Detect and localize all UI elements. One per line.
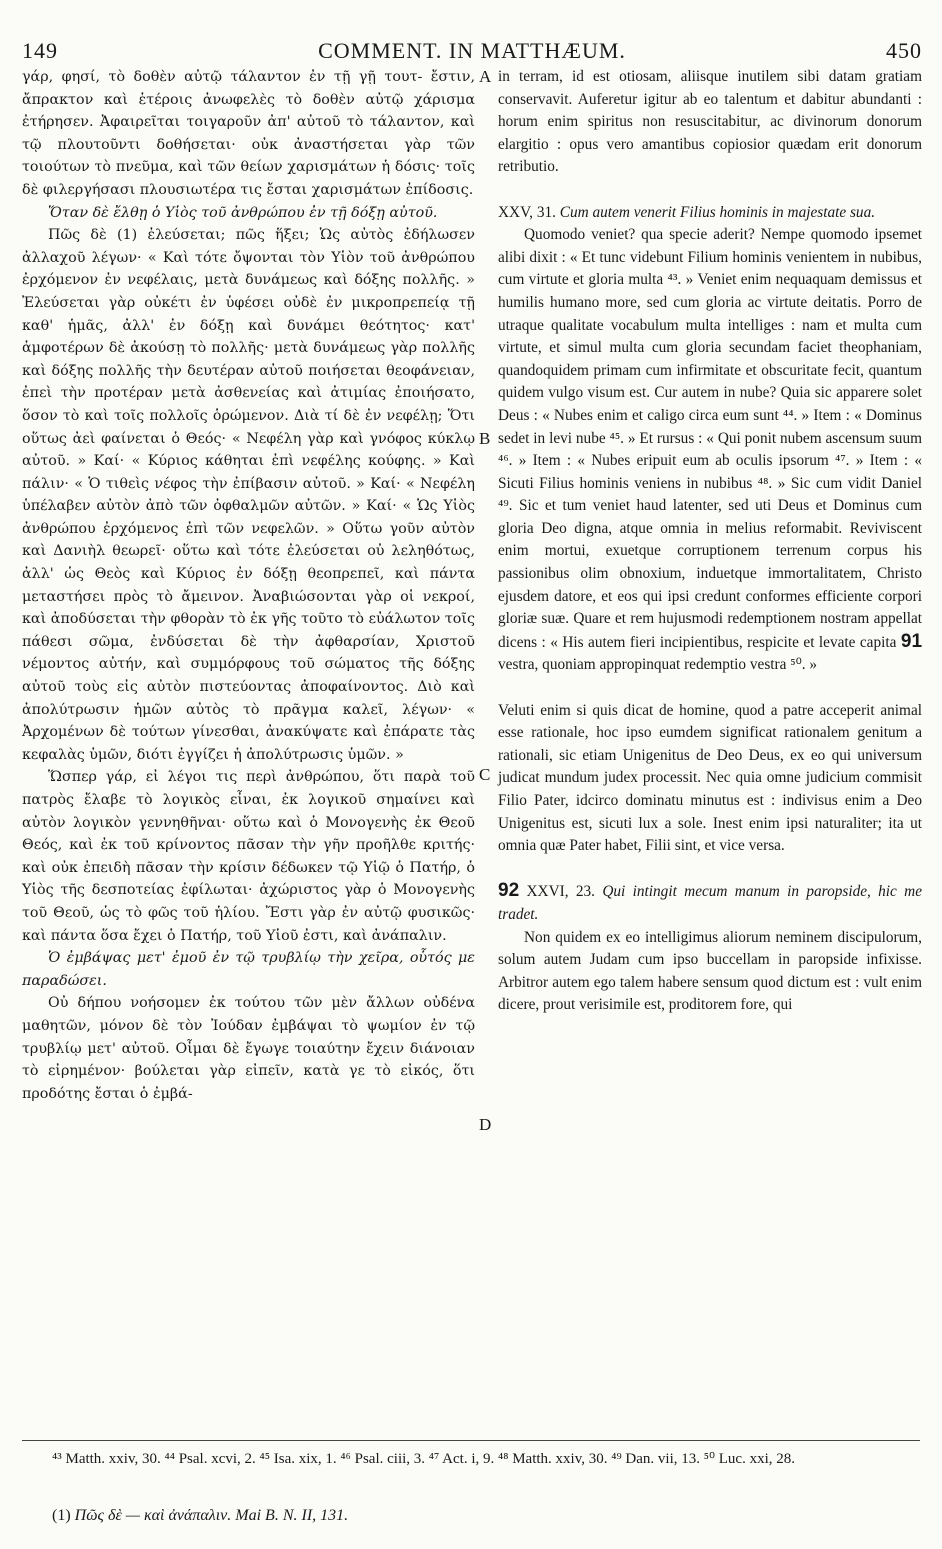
margin-letter-b: B [479,429,491,448]
footnotes: ⁴³ Matth. xxiv, 30. ⁴⁴ Psal. xcvi, 2. ⁴⁵ Isa. xix, 1. ⁴⁶ Psal. ciii, 3. ⁴⁷ Act. i, 9. ⁴⁸ Matth. xxiv, 30. ⁴⁹ Dan. vii, 13. ⁵⁰ Luc. xxi, 28. [52,1451,795,1467]
latin-paragraph: Non quidem ex eo intelligimus aliorum neminem discipulorum, solum autem Judam cum ipso buccellam in paropside infixisse. Arbitror autem ego talem habere sensum quod dictum est : vult enim dicere, prout verisimile est, proditorem fore, qui [498,928,922,1014]
latin-paragraph: Veluti enim si quis dicat de homine, quod a patre acceperit animal esse rationale, hoc ipso eumdem significat rationalem genitum a rationali, sic etiam Unigenitus de Deo Deus, ex eo qui universum judicat mundum judex processit. Nec quia omne judicium commisit Filio Pater, idcirco dominatu minutus est : indivisus enim a Deo Unigenitus est, sicuti lux a sole. Inest enim ipsi naturaliter; ita ut omnia quæ Pater habet, Filii sint, et vice versa. [498,701,922,855]
lemma-text: Cum autem venerit Filius hominis in majestate sua. [559,203,876,221]
footnote-rule [22,1440,920,1441]
greek-column [22,66,475,1105]
margin-letter-c: C [479,765,491,784]
greek-paragraph: Πῶς δὲ (1) ἐλεύσεται; πῶς ἥξει; Ὡς αὐτὸς ἐδήλωσεν ἀλλαχοῦ λέγων· « Καὶ τότε ὄψονται τὸν Υἱὸν τοῦ ἀνθρώπου ἐρχόμενον ἐν νεφέλαις, μετὰ δυνάμεως καὶ δόξης πολλῆς. » Ἐλεύσεται γὰρ οὐκέτι ἐν ὑφέσει οὐδὲ ἐν μικροπρεπείᾳ τῇ καθ' ἡμᾶς, ἀλλ' ἐν δόξῃ καὶ δυνάμει θεότητος· κατ' ἀμφοτέρων δὲ ἀκούσῃ τὸ πολλῆς· μετὰ δυνάμεως γὰρ πολλῆς καὶ δόξης πολλῆς τὴν δευτέραν αὐτοῦ ποιήσεται θεοφάνειαν, ἐπεὶ τὴν προτέραν μετὰ ἀσθενείας καὶ ἀτιμίας ἐποιήσατο, ὅσον τὸ καὶ τοῖς πολλοῖς ὁρώμενον. Διὰ τί δὲ ἐν νεφέλῃ; Ὅτι οὕτως ἀεὶ φαίνεται ὁ Θεός· « Νεφέλη γὰρ καὶ γνόφος κύκλῳ αὐτοῦ. » Καί· « Κύριος κάθηται ἐπὶ νεφέλης κούφης. » Καὶ πάλιν· « Ὁ τιθεὶς νέφος τὴν ἐπίβασιν αὐτοῦ. » Καί· « Νεφέλη ὑπέλαβεν αὐτὸν ἀπὸ τῶν ὀφθαλμῶν αὐτῶν. » Καί· « Ὡς Υἱὸς ἀνθρώπου ἐρχόμενος ἐπὶ τῶν νεφελῶν. » Οὕτω γοῦν αὐτὸν καὶ Δανιὴλ θεωρεῖ· οὕτω καὶ τότε ἐλεύσεται οὐ λεληθότως, ἀλλ' ὡς Θεὸς καὶ Κύριος ἐν δόξῃ θεοπρεπεῖ, καὶ πάντα μεταστήσει πρὸς τὸ ἄμεινον. Ἀναβιώσονται γὰρ οἱ νεκροί, καὶ ἀποδύσεται τὴν φθορὰν τὸ ἐκ γῆς τοῦτο τὸ εὐάλωτον τοῖς πάθεσι σῶμα, ἐνδύσεται δὲ τὴν ἀφθαρσίαν, Χριστοῦ νέμοντος αὐτήν, καὶ συμμόρφους τοῦ σώματος τῆς δόξης αὐτοῦ τοὺς εἰς αὐτὸν πιστεύοντας ἀποφαίνοντος. Διὸ καὶ ἀπολύτρωσιν ἡμῶν αὐτὸς τὸ πρᾶγμα καλεῖ, λέγων· « Ἀρχομένων δὲ τούτων γίνεσθαι, ἀνακύψατε καὶ ἐπάρατε τὰς κεφαλὰς ὑμῶν, διότι ἐγγίζει ἡ ἀπολύτρωσις ὑμῶν. » [22,227,475,763]
latin-column [498,66,922,1017]
verse-reference: XXV, 31. [498,203,556,221]
latin-lemma-heading [498,880,922,926]
page-number-left: 149 [22,38,58,63]
latin-paragraph: Quomodo veniet? qua specie aderit? Nempe quomodo ipsemet alibi dixit : « Et tunc videbunt Filium hominis venientem in nubibus, cum virtute et gloria multa ⁴³. » Veniet enim nequaquam demissus et humilis humano more, sed cum gloria ac virtute deitatis. Porro de utraque qualitate vocabulum multa intelliges : nam et multa cum virtute, et simul multa cum gloria secundam faciet theophaniam, quandoquidem primam cum infirmitate et obscuritate fecit, quantum quidem vulgo visum est. Cur autem in nube? Quia sic apparere solet Deus : « Nubes enim et caligo circa eum sunt ⁴⁴. » Item : « Dominus sedet in levi nube ⁴⁵. » Et rursus : « Qui ponit nubem ascensum suum ⁴⁶. » Item : « Nubes eripuit eum ab oculis ipsorum ⁴⁷. » Item : « Sicuti Filius hominis veniens in nubibus ⁴⁸. » Sic cum vidit Daniel ⁴⁹. Sic et tum veniet haud latenter, sed uti Deus et Dominus cum gloria Deo digna, atque omnia in melius reformabit. Reviviscent enim mortui, exuetque corruptionem terrenum corpus his passionibus olim obnoxium, induetque immortalitatem, Christo ejusdem datore, et eos qui ipsi credunt conformes efficiente corpori gloriæ suæ. Quare et rem hujusmodi redemptionem nostram appellat dicens : « His autem fieri incipientibus, respicite et levate capita 91 vestra, quoniam appropinquat redemptio vestra ⁵⁰. » [498,226,923,674]
greek-paragraph: γάρ, φησί, τὸ δοθὲν αὐτῷ τάλαντον ἐν τῇ γῇ τουτ- ἔστιν, ἄπρακτον καὶ ἑτέροις ἀνωφελὲς τὸ δοθὲν αὐτῷ χάρισμα ἐτήρησεν. Ἀφαιρεῖται τοιγαροῦν ἀπ' αὐτοῦ τὸ τάλαντον, καὶ τῷ πλουτοῦντι δοθήσεται· οὐκ ἀναστήσεται γὰρ τῶν τοιούτων τὸ πνεῦμα, καὶ τῶν θείων χαρισμάτων ἡ δόσις· τοῖς δὲ φιλεργήσασι πλουσιωτέρα τις ἔσται χαρισμάτων ἐπίδοσις. [22,69,475,198]
source-note: (1) Πῶς δὲ — καὶ ἀνάπαλιν. Mai B. N. II, 131. [52,1507,349,1524]
greek-lemma-heading: Ὅταν δὲ ἔλθῃ ὁ Υἱὸς τοῦ ἀνθρώπου ἐν τῇ δόξῃ αὐτοῦ. [48,204,438,221]
section-number: 92 [498,880,520,902]
verse-reference: XXVI, 23. [526,883,595,901]
page-number-right: 450 [886,38,922,63]
greek-paragraph: Οὐ δήπου νοήσομεν ἐκ τούτου τῶν μὲν ἄλλων οὐδένα μαθητῶν, μόνον δὲ τὸν Ἰούδαν ἐμβάψαι τὸ ψωμίον ἐν τῷ τρυβλίῳ μετ' αὐτοῦ. Οἶμαι δὲ ἔγωγε τοιαύτην ἔχειν διάνοιαν τὸ εἰρημένον· βούλεται γὰρ εἰπεῖν, κατὰ γε τὸ εἰκός, ὅτι προδότης ἔσται ὁ ἐμβά- [22,995,475,1102]
running-title: COMMENT. IN MATTHÆUM. [318,38,626,63]
page-header [22,38,922,64]
latin-paragraph: in terram, id est otiosam, aliisque inutilem sibi datam gratiam conservavit. Auferetur igitur ab eo talentum et dabitur abundanti : horum enim spiritus non resuscitabitur, ac divinorum donorum elargitio : opus vero amantibus copiosior quædam erit donorum retributio. [498,68,922,176]
lemma-text: Qui intingit mecum manum in paropside, hic me tradet. [498,883,923,923]
margin-letter-a: A [479,67,492,86]
greek-lemma-heading: Ὁ ἐμβάψας μετ' ἐμοῦ ἐν τῷ τρυβλίῳ τὴν χεῖρα, οὗτός με παραδώσει. [22,950,475,989]
greek-paragraph: Ὥσπερ γάρ, εἰ λέγοι τις περὶ ἀνθρώπου, ὅτι παρὰ τοῦ πατρὸς ἔλαβε τὸ λογικὸς εἶναι, ἐκ λογικοῦ σημαίνει καὶ αὐτὸν λογικὸν γεννηθῆναι· οὕτω καὶ ὁ Μονογενὴς ἐκ Θεοῦ Θεός, καὶ ἐκ τοῦ κρίνοντος πᾶσαν τὴν γῆν προῆλθε κριτής· καὶ οὐκ ἐπειδὴ πᾶσαν τὴν κρίσιν δέδωκεν τῷ Υἱῷ ὁ Πατήρ, ὁ Υἱὸς τῆς δεσποτείας ἐφίλωται· ἀχώριστος γὰρ ὁ Μονογενὴς τοῦ Θεοῦ, ὡς τὸ φῶς τοῦ ἡλίου. Ἔστι γὰρ ἐν αὐτῷ φυσικῶς· καὶ πάντα ὅσα ἔχει ὁ Πατήρ, τοῦ Υἱοῦ ἐστι, καὶ ἀνάπαλιν. [22,769,475,944]
section-number: 91 [900,630,923,652]
margin-letter-d: D [479,1115,492,1134]
latin-lemma-heading [498,202,922,225]
